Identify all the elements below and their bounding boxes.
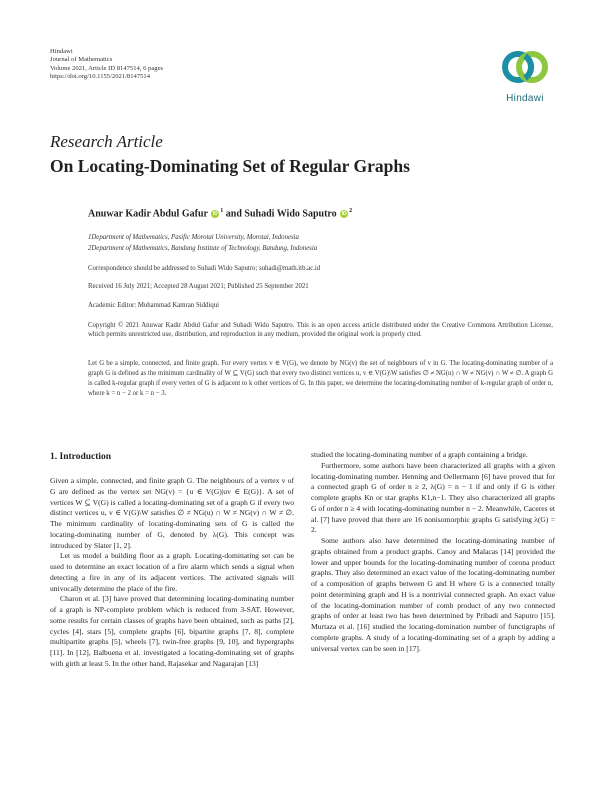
journal-meta xyxy=(50,48,163,82)
academic-editor: Academic Editor: Muhammad Kamran Siddiqui xyxy=(88,302,219,309)
author-line xyxy=(88,208,352,219)
copyright-notice: Copyright © 2021 Anuwar Kadir Abdul Gafur and Suhadi Wido Saputro. This is an open access article distributed under the Creative Commons Attribution License, which permits unrestricted use, distribution, and reproduction in any medium, provided the original work is properly cited. xyxy=(88,322,553,339)
section-heading-introduction: 1. Introduction xyxy=(50,452,112,462)
paragraph: Given a simple, connected, and finite graph G. The neighbours of a vertex v of G are defined as the vertex set NG(v) = {u ∈ V(G)|uv ∈ E(G)}. A set of vertices W ⊆ V(G) is called a locating-dominating set of a graph G if every two distinct vertices u, v ∈ V(G)\W satisfies ∅ ≠ NG(u) ∩ W ≠ NG(v) ∩ W ≠ ∅. The minimum cardinality of locating-dominating sets of G is called the locating-dominating number of G, denoted by λ(G). This concept was introduced by Slater [1, 2]. xyxy=(50,476,294,550)
right-column xyxy=(311,450,555,654)
author-2-sup: 2 xyxy=(349,208,353,214)
author-conjunction: and xyxy=(223,208,245,220)
paragraph: studied the locating-dominating number of a graph containing a bridge. xyxy=(311,450,528,459)
author-1: Anuwar Kadir Abdul Gafur xyxy=(88,208,208,220)
paragraph: Let us model a building floor as a graph. Locating-dominating set can be used to determine an exact location of a fire alarm which sends a signal when detecting a fire in any of its adjacent vertices. The activated signals will univocally determine the place of the fire. xyxy=(50,551,294,593)
paragraph: Some authors also have determined the locating-dominating number of graphs obtained from a product graphs. Canoy and Malacas [14] provided the lower and upper bounds for the locating-dominating number of corona product graphs. They also determined an exact value of the locating-dominating number of a composition of graphs between G and H where G is a connected totally point determining graph and H is a nontrivial connected graph. An exact value of the locating-domination number of comb product of any two connected graphs of order at least two has been determined by Pribadi and Saputro [15]. Murtaza et al. [16] studied the locating-domination number of functigraphs of complete graphs. A study of a locating-dominating set of a graph by adding a universal vertex can be seen in [17]. xyxy=(311,536,555,653)
left-column xyxy=(50,476,294,670)
affiliation-1: 1Department of Mathematics, Pasific Morotai University, Morotai, Indonesia xyxy=(88,234,299,241)
publication-dates: Received 16 July 2021; Accepted 28 August 2021; Published 25 September 2021 xyxy=(88,283,309,290)
doi-link[interactable]: https://doi.org/10.1155/2021/8147514 xyxy=(50,73,151,81)
orcid-icon[interactable]: iD xyxy=(212,211,218,218)
paragraph: Furthermore, some authors have been characterized all graphs with a given locating-dominating number. Henning and Oellermann [6] have proved that for a connected graph G of order n ≥ 2, λ(G) = n − 1 if and only if G is either complete graphs Kn or star graphs K1,n−1. They also characterized all graphs G of order n ≥ 4 with locating-dominating number n − 2. Meanwhile, Caceres et al. [7] have proved that there are 16 nonisomorphic graphs G satisfying λ(G) = 2. xyxy=(311,460,555,535)
paragraph: Charon et al. [3] have proved that determining locating-dominating number of a graph is NP-complete problem which is reduced from 3-SAT. However, some results for certain classes of graphs have been obtained, such as paths [2], cycles [4], stars [5], complete graphs [6], bipartite graphs [7, 8], complete multipartite graphs [5], wheels [7], twin-free graphs [9, 10], and hypergraphs [11]. In [12], Balbuena et al. investigated a locating-dominating set of graphs with girth at least 5. In the other hand, Rajasekar and Nagarajan [13] xyxy=(50,594,294,668)
author-1-sup: 1 xyxy=(220,208,224,214)
volume-info: Volume 2021, Article ID 8147514, 6 pages xyxy=(50,64,164,72)
abstract: Let G be a simple, connected, and finite graph. For every vertex v ∈ V(G), we denote by NG(v) the set of neighbours of v in G. The locating-dominating number of a graph G is defined as the minimum cardinality of W ⊆ V(G) such that every two distinct vertices u, v ∈ V(G)\W satisfies ∅ ≠ NG(u) ∩ W ≠ NG(v) ∩ W ≠ ∅. A graph G is called k-regular graph if every vertex of G is adjacent to k other vertices of G. In this paper, we determine the locating-dominating number of k-regular graph of order n, where k = n − 2 or k = n − 3. xyxy=(88,360,553,397)
orcid-icon[interactable]: iD xyxy=(341,211,347,218)
correspondence: Correspondence should be addressed to Suhadi Wido Saputro; suhadi@math.itb.ac.id xyxy=(88,265,321,272)
author-2: Suhadi Wido Saputro xyxy=(244,208,337,220)
article-type: Research Article xyxy=(50,132,163,151)
publisher-name: Hindawi xyxy=(50,48,73,55)
hindawi-logo-text: Hindawi xyxy=(506,93,544,104)
page-title: On Locating-Dominating Set of Regular Graphs xyxy=(50,156,410,176)
journal-name: Journal of Mathematics xyxy=(50,56,113,64)
affiliation-2: 2Department of Mathematics, Bandung Institute of Technology, Bandung, Indonesia xyxy=(88,245,318,252)
